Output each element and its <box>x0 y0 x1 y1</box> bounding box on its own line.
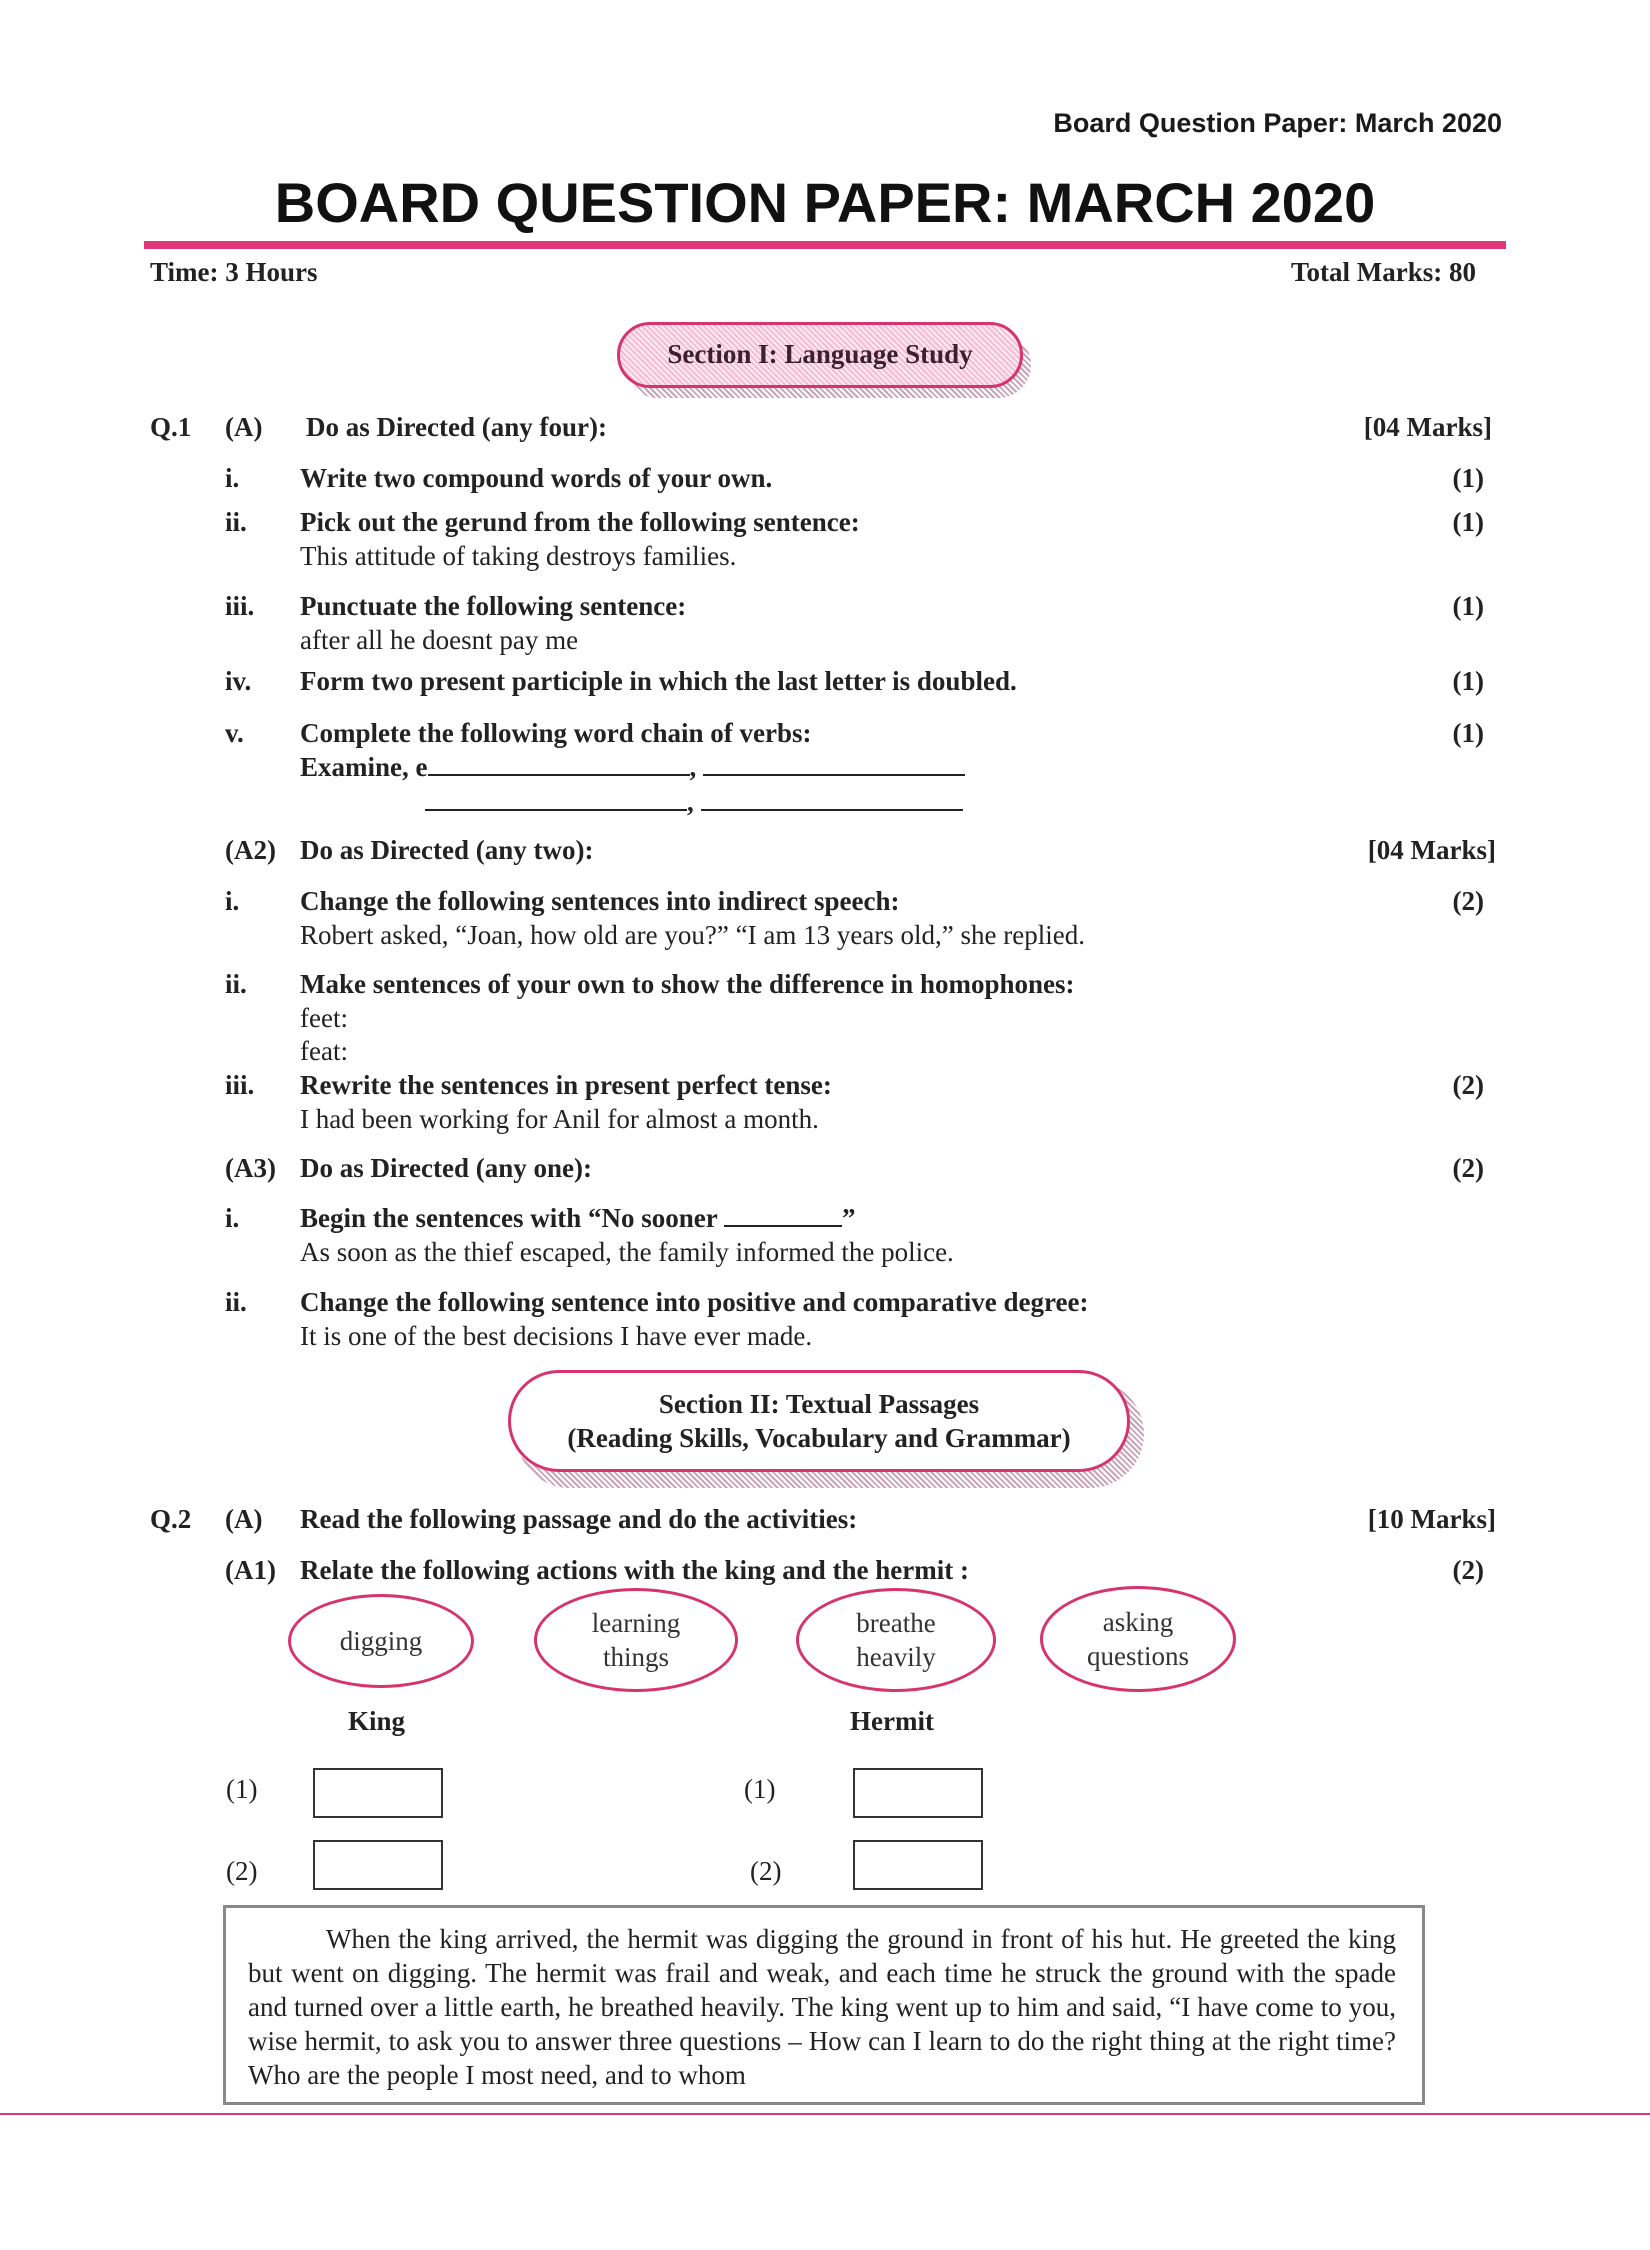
part-heading: Relate the following actions with the king and the hermit : <box>300 1555 969 1585</box>
king-label: King <box>348 1706 406 1736</box>
question-text-end: ” <box>841 1203 856 1233</box>
hermit-label: Hermit <box>850 1706 934 1736</box>
page-bottom-rule <box>0 2113 1650 2115</box>
page-title: BOARD QUESTION PAPER: MARCH 2020 <box>274 171 1376 234</box>
part-marks: (2) <box>1452 1153 1484 1183</box>
word-chain-line-1: Examine, e , <box>300 750 965 784</box>
question-subtext: feet: <box>300 1003 348 1033</box>
action-oval-breathe-heavily <box>796 1588 996 1692</box>
oval-text: things <box>602 1642 669 1672</box>
question-text: Make sentences of your own to show the difference in homophones: <box>300 969 1075 999</box>
hermit-answer-box-1[interactable] <box>853 1768 983 1818</box>
question-subtext: after all he doesnt pay me <box>300 625 579 655</box>
part-label: (A2) <box>225 835 276 865</box>
word-chain-start: Examine, e <box>300 752 428 782</box>
oval-text: learning <box>591 1608 681 1638</box>
item-marks: (1) <box>1452 591 1484 621</box>
answer-blank <box>724 1203 842 1227</box>
section-2-subtitle: (Reading Skills, Vocabulary and Grammar) <box>567 1423 1071 1453</box>
section-1-badge: Section I: Language Study <box>617 322 1023 388</box>
answer-blank <box>703 752 965 776</box>
part-heading: Do as Directed (any one): <box>300 1153 592 1183</box>
king-answer-box-2[interactable] <box>313 1840 443 1890</box>
item-marks: (1) <box>1452 718 1484 748</box>
item-marks: (1) <box>1452 463 1484 493</box>
question-text: Change the following sentences into indirect speech: <box>300 886 900 916</box>
oval-text: heavily <box>856 1642 936 1672</box>
reading-passage-box <box>223 1905 1425 2105</box>
part-heading: Read the following passage and do the activities: <box>300 1504 858 1534</box>
question-text-start: Begin the sentences with “No sooner <box>300 1203 718 1233</box>
part-marks: [04 Marks] <box>1363 412 1492 442</box>
answer-row-number: (2) <box>226 1856 258 1886</box>
item-marks: (1) <box>1452 507 1484 537</box>
item-number: i. <box>225 1203 240 1233</box>
part-label: (A3) <box>225 1153 276 1183</box>
part-heading: Do as Directed (any four): <box>306 412 607 442</box>
question-text: Write two compound words of your own. <box>300 463 773 493</box>
answer-row-number: (1) <box>226 1774 258 1804</box>
question-subtext: feat: <box>300 1036 348 1066</box>
answer-blank <box>701 787 963 811</box>
part-marks: [10 Marks] <box>1367 1504 1496 1534</box>
item-number: i. <box>225 886 240 916</box>
question-number: Q.2 <box>150 1504 192 1534</box>
item-number: iii. <box>225 1070 255 1100</box>
action-oval-asking-questions <box>1040 1586 1236 1692</box>
passage-text: When the king arrived, the hermit was digging the ground in front of his hut. He greeted the king but went on digging. The hermit was frail and weak, and each time he struck the ground with the spade and turned over a little earth, he breathed heavily. The king went up to him and said, “I have come to you, wise hermit, to ask you to answer three questions – How can I learn to do the right thing at the right time? Who are the people I most need, and to whom <box>248 1924 1396 2090</box>
item-number: iii. <box>225 591 255 621</box>
item-number: iv. <box>225 666 252 696</box>
part-marks: (2) <box>1452 1555 1484 1585</box>
oval-text: questions <box>1086 1641 1189 1671</box>
item-number: ii. <box>225 507 247 537</box>
answer-blank <box>428 752 690 776</box>
part-label: (A) <box>225 1504 263 1534</box>
answer-row-number: (2) <box>750 1856 782 1886</box>
time-allowed: Time: 3 Hours <box>150 257 318 287</box>
total-marks: Total Marks: 80 <box>1290 257 1476 287</box>
question-subtext: This attitude of taking destroys families. <box>300 541 737 571</box>
item-number: ii. <box>225 969 247 999</box>
oval-text: asking <box>1102 1607 1174 1637</box>
running-head: Board Question Paper: March 2020 <box>1053 108 1502 138</box>
question-text: Rewrite the sentences in present perfect tense: <box>300 1070 832 1100</box>
king-answer-box-1[interactable] <box>313 1768 443 1818</box>
question-subtext: Robert asked, “Joan, how old are you?” “I am 13 years old,” she replied. <box>300 920 1085 950</box>
question-text: Complete the following word chain of verbs: <box>300 718 812 748</box>
question-number: Q.1 <box>150 412 192 442</box>
word-chain-line-2: , <box>425 785 963 819</box>
section-2-title: Section II: Textual Passages <box>658 1389 980 1419</box>
title-divider <box>144 241 1506 249</box>
question-text <box>300 1201 855 1235</box>
part-marks: [04 Marks] <box>1367 835 1496 865</box>
answer-row-number: (1) <box>744 1774 776 1804</box>
part-label: (A) <box>225 412 263 442</box>
part-heading: Do as Directed (any two): <box>300 835 594 865</box>
section-2-badge <box>508 1370 1130 1472</box>
hermit-answer-box-2[interactable] <box>853 1840 983 1890</box>
question-subtext: I had been working for Anil for almost a month. <box>300 1104 819 1134</box>
oval-text: breathe <box>856 1608 936 1638</box>
action-oval-learning-things <box>534 1588 738 1692</box>
question-text: Form two present participle in which the last letter is doubled. <box>300 666 1017 696</box>
answer-blank <box>425 787 687 811</box>
question-text: Punctuate the following sentence: <box>300 591 687 621</box>
item-number: v. <box>225 718 244 748</box>
item-number: i. <box>225 463 240 493</box>
question-subtext: It is one of the best decisions I have ever made. <box>300 1321 813 1351</box>
item-number: ii. <box>225 1287 247 1317</box>
part-label: (A1) <box>225 1555 276 1585</box>
item-marks: (1) <box>1452 666 1484 696</box>
question-text: Pick out the gerund from the following sentence: <box>300 507 860 537</box>
item-marks: (2) <box>1452 886 1484 916</box>
question-subtext: As soon as the thief escaped, the family informed the police. <box>300 1237 954 1267</box>
item-marks: (2) <box>1452 1070 1484 1100</box>
action-oval-digging <box>288 1594 474 1688</box>
oval-text: digging <box>339 1626 423 1656</box>
question-text: Change the following sentence into positive and comparative degree: <box>300 1287 1089 1317</box>
